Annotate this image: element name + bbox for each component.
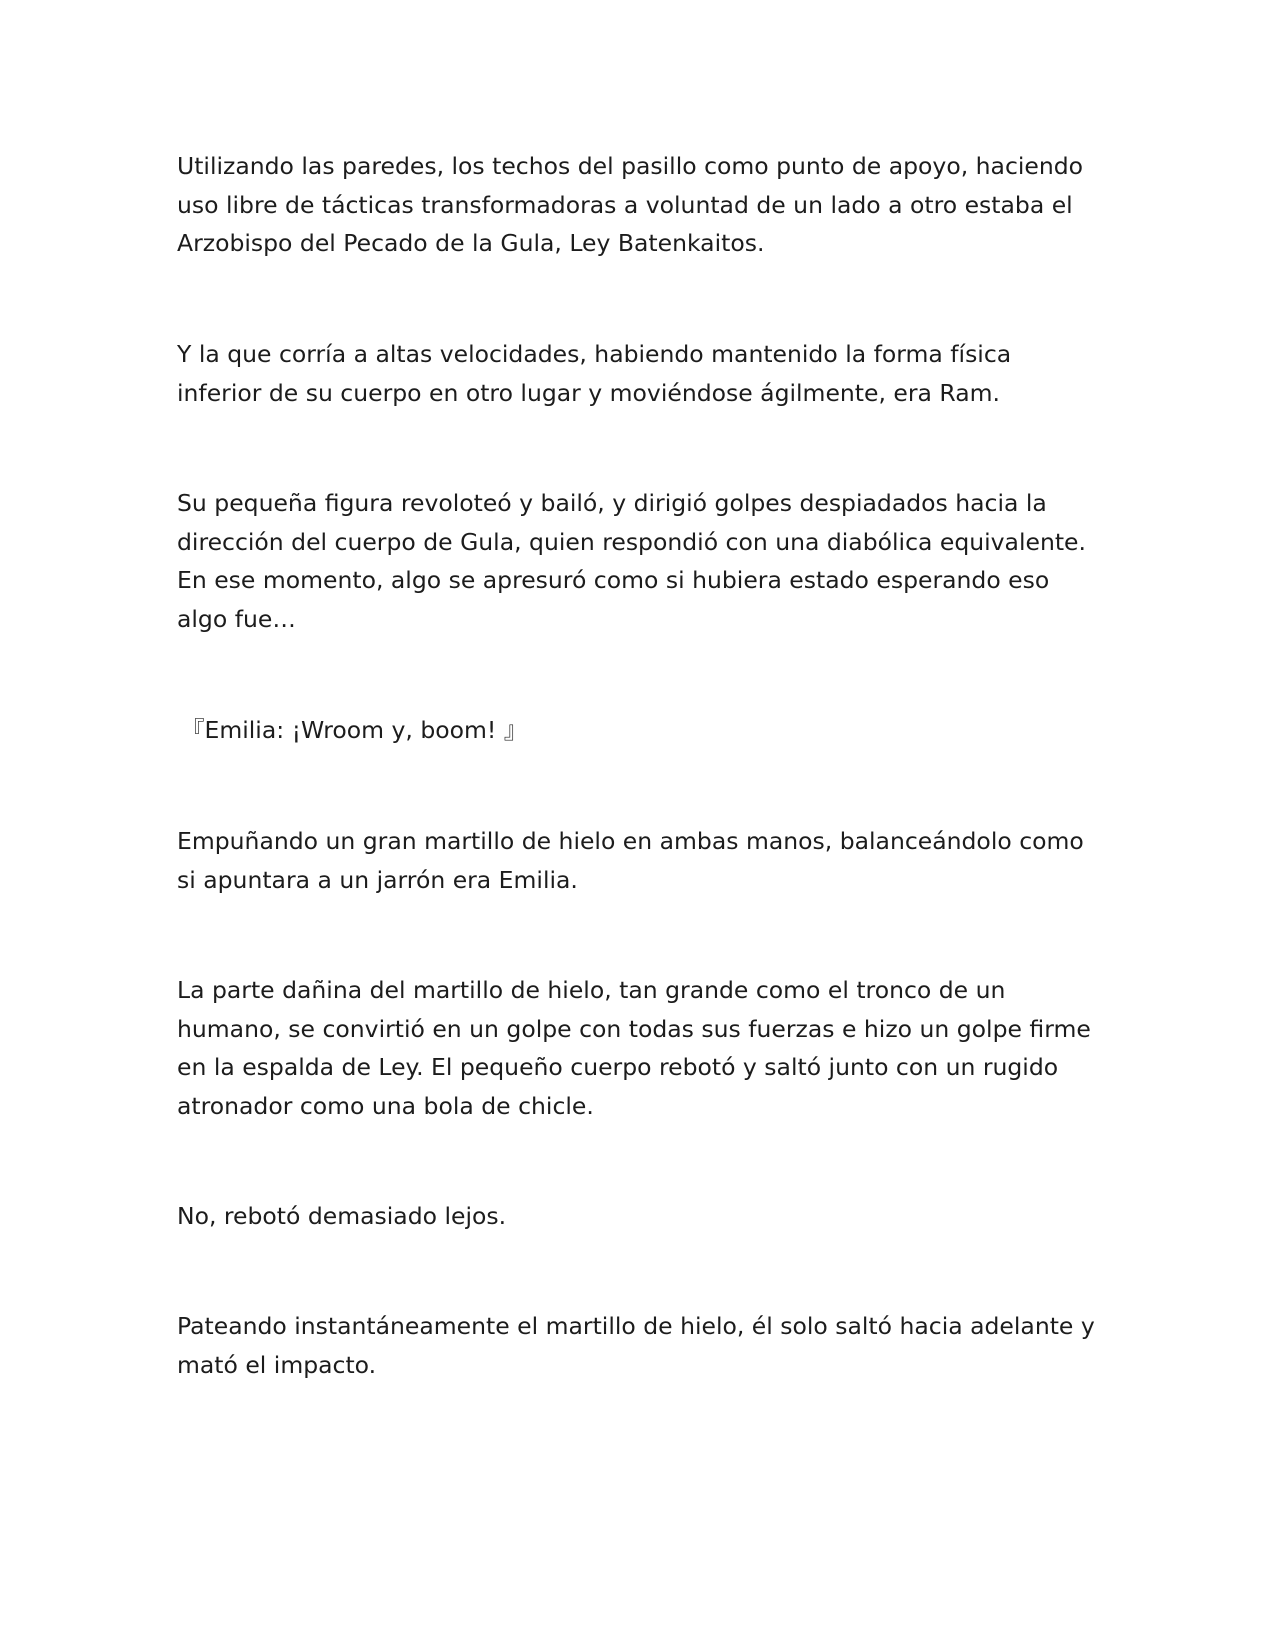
paragraph-line: atronador como una bola de chicle. bbox=[177, 1091, 594, 1120]
paragraph-line: si apuntara a un jarrón era Emilia. bbox=[177, 865, 578, 894]
paragraph-line: Arzobispo del Pecado de la Gula, Ley Batenkaitos. bbox=[177, 229, 765, 257]
paragraph-line: uso libre de tácticas transformadoras a voluntad de un lado a otro estaba el bbox=[177, 190, 1073, 219]
paragraph-line: Su pequeña figura revoloteó y bailó, y dirigió golpes despiadados hacia la bbox=[177, 489, 1047, 517]
paragraph-line: dirección del cuerpo de Gula, quien respondió con una diabólica equivalente. bbox=[177, 527, 1086, 556]
paragraph-line: Pateando instantáneamente el martillo de hielo, él solo saltó hacia adelante y bbox=[177, 1312, 1095, 1340]
paragraph-2 bbox=[177, 335, 1107, 412]
dialogue-quote bbox=[181, 711, 1111, 750]
paragraph-line: en la espalda de Ley. El pequeño cuerpo rebotó y saltó junto con un rugido bbox=[177, 1053, 1059, 1081]
paragraph-line: Utilizando las paredes, los techos del pasillo como punto de apoyo, haciendo bbox=[177, 152, 1084, 180]
paragraph-1 bbox=[177, 147, 1107, 263]
paragraph-line: Empuñando un gran martillo de hielo en ambas manos, balanceándolo como bbox=[177, 827, 1084, 855]
paragraph-line: algo fue… bbox=[177, 604, 296, 633]
paragraph-line: Y la que corría a altas velocidades, habiendo mantenido la forma física bbox=[177, 340, 1012, 368]
paragraph-5 bbox=[177, 822, 1107, 899]
quote-line: 『Emilia: ¡Wroom y, boom! 』 bbox=[181, 716, 528, 744]
paragraph-3 bbox=[177, 484, 1107, 638]
paragraph-7 bbox=[177, 1197, 1107, 1236]
paragraph-8 bbox=[177, 1307, 1107, 1384]
paragraph-6 bbox=[177, 971, 1107, 1125]
paragraph-line: La parte dañina del martillo de hielo, tan grande como el tronco de un bbox=[177, 976, 1006, 1004]
paragraph-line: humano, se convirtió en un golpe con todas sus fuerzas e hizo un golpe firme bbox=[177, 1014, 1091, 1043]
paragraph-line: inferior de su cuerpo en otro lugar y moviéndose ágilmente, era Ram. bbox=[177, 378, 1000, 407]
paragraph-line: mató el impacto. bbox=[177, 1350, 377, 1379]
paragraph-line: No, rebotó demasiado lejos. bbox=[177, 1202, 507, 1230]
paragraph-line: En ese momento, algo se apresuró como si hubiera estado esperando eso bbox=[177, 566, 1050, 594]
